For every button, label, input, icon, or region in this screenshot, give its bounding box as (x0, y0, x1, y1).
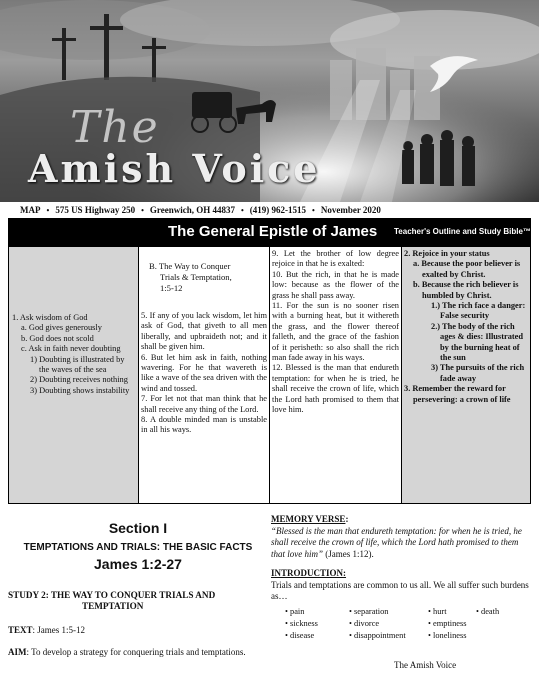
burden-item: • sickness (285, 618, 318, 628)
issue-date: November 2020 (320, 205, 381, 215)
burden-item: • hurt (428, 606, 447, 616)
separator: • (240, 205, 244, 215)
heading-line: Trials & Temptation, (160, 272, 232, 282)
study-heading-line: TEMPTATION (82, 600, 144, 611)
study-text-ref (8, 625, 268, 637)
scripture-text (141, 311, 267, 436)
verse: 10. But the rich, in that he is made low: because as the flower of the grass he shall pass away. (272, 269, 399, 300)
outline-right-column (402, 247, 530, 503)
section-reference: James 1:2-27 (94, 556, 182, 572)
verse: 7. For let not that man think that he shall receive any thing of the Lord. (141, 394, 267, 414)
burden-item: • death (476, 606, 500, 616)
separator: • (312, 205, 315, 215)
burden-item: • disease (285, 630, 315, 640)
burden-list (271, 606, 533, 648)
intro-label: INTRODUCTION (271, 568, 344, 578)
masthead-the-text: The (70, 102, 160, 153)
heading-line: 1:5-12 (160, 283, 183, 293)
text-label: TEXT (8, 625, 33, 635)
text-value: : James 1:5-12 (32, 625, 86, 635)
page-title: The General Epistle of James (168, 223, 378, 240)
outline-item: 3) Doubting shows instability (30, 385, 130, 395)
section-title: Section I (108, 520, 168, 536)
separator: • (141, 205, 144, 215)
outline-item: a. Because the poor believer is exalted by Christ. (413, 259, 521, 279)
title-bar (8, 218, 531, 246)
masthead (0, 0, 539, 202)
outline-item: 1) Doubting is illustrated by the waves of the sea (30, 354, 125, 375)
outline-left-column (9, 247, 139, 503)
memory-label: MEMORY VERSE (271, 514, 346, 524)
aim-value: : To develop a strategy for conquering trials and temptations. (26, 646, 246, 657)
burden-item: • separation (349, 606, 389, 616)
outline-item: b. Because the rich believer is humbled by Christ. (413, 280, 519, 300)
burden-item: • disappointment (349, 630, 406, 640)
intro-heading (271, 568, 533, 580)
colon: : (345, 514, 349, 524)
verse: 6. But let him ask in faith, nothing wavering. For he that wavereth is like a wave of the sea driven with the wind and tossed. (141, 352, 267, 393)
outline-item: 2.) The body of the rich ages & dies: Illustrated by the burning heat of the sun (431, 321, 524, 363)
burden-item: • emptiness (428, 618, 467, 628)
info-bar (0, 202, 539, 218)
verse: 5. If any of you lack wisdom, let him ask of God, that giveth to all men liberally, and upbraideth not; and it shall be given him. (141, 311, 267, 352)
footer-credit: The Amish Voice (394, 660, 457, 670)
aim-label: AIM (8, 646, 27, 657)
verse: 12. Blessed is the man that endureth temptation: for when he is tried, he shall receive the crown of life, which the Lord hath promised to them that love him. (272, 363, 399, 415)
study-aim (8, 647, 268, 659)
burden-item: • pain (285, 606, 305, 616)
address: 575 US Highway 250 (55, 205, 136, 215)
memory-heading (271, 514, 533, 526)
scripture-column-2 (270, 247, 402, 503)
verse: 9. Let the brother of low degree rejoice in that he is exalted: (272, 249, 399, 269)
memory-verse (271, 526, 533, 561)
outline-item: c. Ask in faith never doubting (21, 344, 121, 354)
burden-item: • divorce (349, 618, 380, 628)
scripture-text (272, 249, 399, 416)
outline-item: 2. Rejoice in your status (404, 249, 490, 258)
section-block (8, 516, 268, 658)
memory-verse-text: “Blessed is the man that endureth temptation: for when he is tried, he shall receive the crown of life, which the Lord hath promised to them that love him” (271, 525, 522, 559)
outline-item: b. God does not scold (21, 333, 94, 343)
outline-item: 1.) The rich face a danger: False security (431, 301, 526, 321)
phone: (419) 962-1515 (249, 205, 307, 215)
page-subtitle: Teacher's Outline and Study Bible™ (394, 227, 531, 236)
outline-item: 2) Doubting receives nothing (30, 375, 128, 385)
study-heading-line: STUDY 2: THE WAY TO CONQUER TRIALS AND (8, 590, 216, 600)
scripture-heading (149, 261, 264, 294)
masthead-title: Amish Voice (28, 146, 321, 191)
burden-item: • loneliness (428, 630, 467, 640)
verse: 8. A double minded man is unstable in all his ways. (141, 415, 267, 435)
verse: 11. For the sun is no sooner risen with a burning heat, but it withereth the grass, and the flower thereof falleth, and the grace of the fashion of it perisheth: so also shall the rich man fade away in his ways. (272, 301, 399, 363)
study-grid (8, 246, 531, 504)
outline-item: a. God gives generously (21, 323, 102, 333)
outline-item: 1. Ask wisdom of God (12, 313, 88, 322)
memory-verse-ref: (James 1:12). (323, 548, 374, 559)
study-heading (8, 590, 268, 611)
scripture-column-1 (139, 247, 270, 503)
heading-line: B. The Way to Conquer (149, 261, 231, 271)
outline-item: 3) The pursuits of the rich fade away (431, 363, 525, 383)
intro-text: Trials and temptations are common to us all. We all suffer such burdens as… (271, 579, 529, 601)
memory-intro-block (271, 514, 533, 648)
separator: • (46, 205, 50, 215)
colon: : (343, 568, 347, 578)
outline-item: 3. Remember the reward for persevering: a crown of life (404, 384, 511, 404)
section-subtitle: TEMPTATIONS AND TRIALS: THE BASIC FACTS (23, 542, 253, 553)
map-label: MAP (20, 205, 41, 215)
city: Greenwich, OH 44837 (149, 205, 235, 215)
